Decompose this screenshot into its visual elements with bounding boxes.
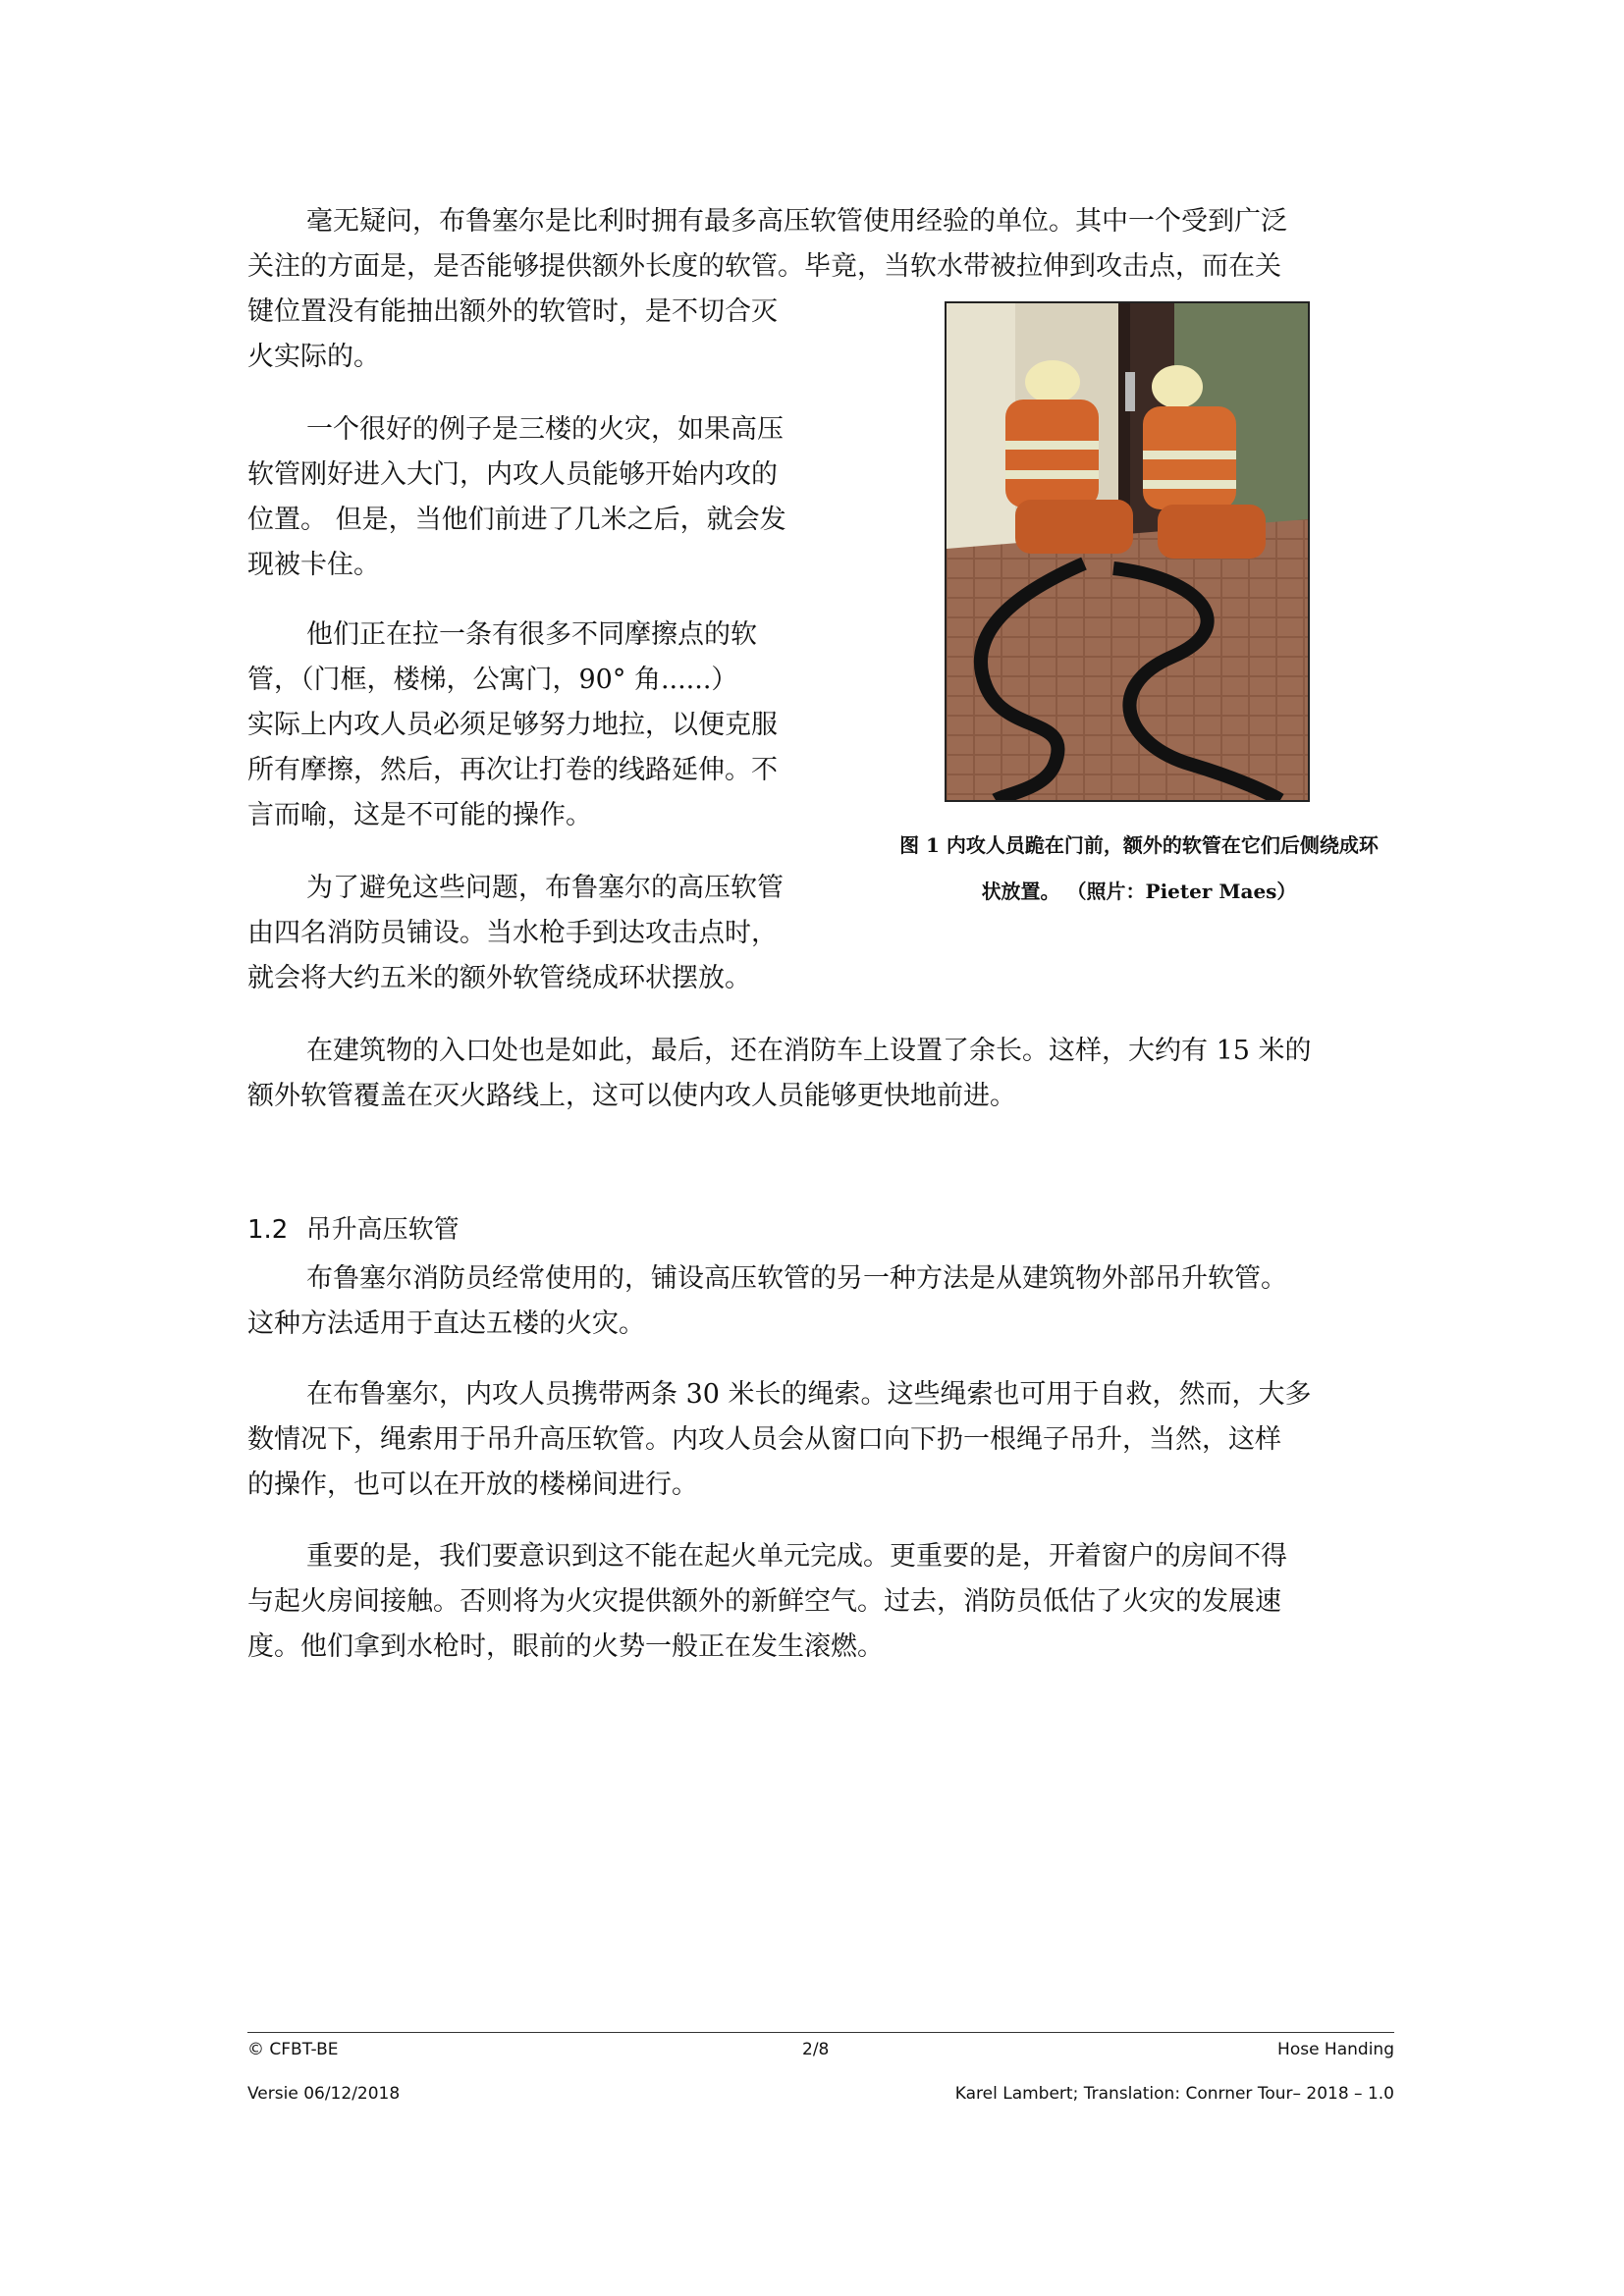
text-line: 实际上内攻人员必须足够努力地拉，以便克服 <box>247 710 778 740</box>
text-line: 他们正在拉一条有很多不同摩擦点的软 <box>306 619 757 650</box>
text-line: 额外软管覆盖在灭火路线上，这可以使内攻人员能够更快地前进。 <box>247 1081 1016 1111</box>
text-line: 火实际的。 <box>247 342 380 372</box>
footer-credits: Karel Lambert; Translation: Conrner Tour– 2018 – 1.0 <box>954 2084 1394 2104</box>
text-line: 的操作，也可以在开放的楼梯间进行。 <box>247 1469 698 1500</box>
text-line: 度。他们拿到水枪时，眼前的火势一般正在发生滚燃。 <box>247 1631 884 1662</box>
footer-copyright: © CFBT-BE <box>247 2040 339 2059</box>
paragraph-warning <box>247 1534 1394 1670</box>
text-line: 管，（门框，楼梯，公寓门，90° 角......） <box>247 665 738 695</box>
text-line: 位置。 但是，当他们前进了几米之后，就会发 <box>247 505 786 535</box>
text-line: 就会将大约五米的额外软管绕成环状摆放。 <box>247 963 751 993</box>
footer-page-number: 2/8 <box>802 2040 830 2059</box>
footer-divider <box>247 2032 1394 2033</box>
text-line: 数情况下，绳索用于吊升高压软管。内攻人员会从窗口向下扔一根绳子吊升，当然，这样 <box>247 1424 1281 1455</box>
footer-version: Versie 06/12/2018 <box>247 2084 401 2104</box>
firefighters-photo <box>945 301 1310 802</box>
photo-illustration <box>947 303 1308 800</box>
text-line: 毫无疑问，布鲁塞尔是比利时拥有最多高压软管使用经验的单位。其中一个受到广泛 <box>306 206 1287 237</box>
text-line: 由四名消防员铺设。当水枪手到达攻击点时， <box>247 918 778 948</box>
section-number: 1.2 <box>247 1215 289 1245</box>
paragraph-example <box>247 407 856 588</box>
text-line: 所有摩擦，然后，再次让打卷的线路延伸。不 <box>247 755 778 785</box>
text-line: 布鲁塞尔消防员经常使用的，铺设高压软管的另一种方法是从建筑物外部吊升软管。 <box>306 1263 1287 1294</box>
text-line: 键位置没有能抽出额外的软管时，是不切合灭 <box>247 296 778 327</box>
text-line: 一个很好的例子是三楼的火灾，如果高压 <box>306 414 784 445</box>
section-heading <box>247 1209 460 1246</box>
footer-doc-title: Hose Handing <box>1277 2040 1394 2059</box>
caption-line: 图 1 内攻人员跪在门前，额外的软管在它们后侧绕成环 <box>899 833 1379 857</box>
text-line: 在布鲁塞尔，内攻人员携带两条 30 米长的绳索。这些绳索也可用于自救，然而，大多 <box>306 1379 1312 1410</box>
figure-caption <box>884 823 1394 915</box>
paragraph-ropes <box>247 1372 1394 1508</box>
paragraph-entrance <box>247 1029 1394 1119</box>
text-line: 言而喻，这是不可能的操作。 <box>247 800 592 830</box>
text-line: 现被卡住。 <box>247 550 380 580</box>
text-line: 重要的是，我们要意识到这不能在起火单元完成。更重要的是，开着窗户的房间不得 <box>306 1541 1287 1572</box>
text-line: 这种方法适用于直达五楼的火灾。 <box>247 1308 645 1339</box>
text-line: 关注的方面是，是否能够提供额外长度的软管。毕竟，当软水带被拉伸到攻击点，而在关 <box>247 251 1281 282</box>
caption-line: 状放置。 （照片：Pieter Maes） <box>981 880 1297 903</box>
text-line: 软管刚好进入大门，内攻人员能够开始内攻的 <box>247 459 778 490</box>
paragraph-friction <box>247 613 856 838</box>
text-line: 与起火房间接触。否则将为火灾提供额外的新鲜空气。过去，消防员低估了火灾的发展速 <box>247 1586 1281 1617</box>
paragraph-hoisting <box>247 1256 1394 1347</box>
text-line: 为了避免这些问题，布鲁塞尔的高压软管 <box>306 873 784 903</box>
paragraph-solution <box>247 866 856 1001</box>
section-title: 吊升高压软管 <box>305 1215 460 1245</box>
text-line: 在建筑物的入口处也是如此，最后，还在消防车上设置了余长。这样，大约有 15 米的 <box>306 1036 1312 1066</box>
